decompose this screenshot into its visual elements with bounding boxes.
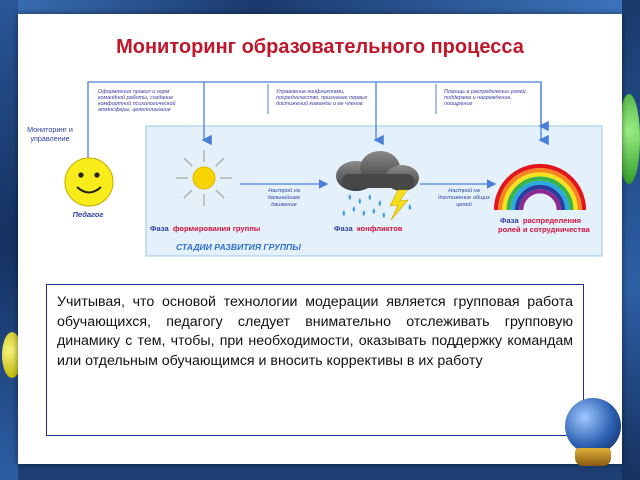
svg-text:целей: целей [456, 202, 472, 208]
svg-text:посредничество, признание перв: посредничество, признание первых [276, 95, 368, 101]
svg-text:поощрение: поощрение [444, 101, 473, 107]
svg-text:комфортной психологической: комфортной психологической [98, 101, 176, 107]
phase-formation-label: Фаза формирования группы [150, 224, 261, 233]
background-left [0, 0, 18, 480]
svg-text:Помощь в распределении ролей,: Помощь в распределении ролей, [444, 89, 528, 95]
smiley-icon [65, 158, 113, 206]
globe-stand [575, 448, 611, 466]
description-text: Учитывая, что основой технологии модерации является групповая работа обучающихся, педагогу следует внимательно отслеживать групповую динамику с тем, чтобы, при необходимости, оказывать поддержку командам или отдельным обучающимся и вносить коррективы в их работу [46, 284, 584, 436]
teacher-label: Педагог [72, 210, 104, 219]
svg-text:Оформление правил и норм: Оформление правил и норм [98, 89, 170, 95]
svg-text:движение: движение [271, 202, 297, 208]
sun-icon [176, 150, 232, 206]
svg-text:дальнейшее: дальнейшее [267, 195, 301, 201]
monitoring-label [27, 125, 73, 143]
globe-icon [565, 398, 621, 454]
svg-text:достижение общих: достижение общих [438, 195, 490, 201]
slide [18, 14, 622, 464]
svg-text:атмосферы, целеполагание: атмосферы, целеполагание [98, 107, 171, 113]
phase-roles-label: Фаза распределения [500, 216, 582, 225]
top-note-right [444, 88, 527, 107]
svg-text:Настрой на: Настрой на [448, 188, 480, 194]
svg-text:поддержка и награждение,: поддержка и награждение, [444, 95, 512, 101]
phase-conflict-label: Фаза конфликтов [334, 224, 403, 233]
svg-text:Мониторинг и: Мониторинг и [27, 125, 73, 134]
diagram [18, 14, 622, 284]
stages-label: СТАДИИ РАЗВИТИЯ ГРУППЫ [176, 242, 301, 252]
page-title: Мониторинг образовательного процесса [116, 36, 524, 58]
svg-text:командной работы, создание: командной работы, создание [98, 95, 174, 101]
top-note-left [98, 89, 176, 113]
background-right [622, 0, 640, 480]
background-top [0, 0, 640, 14]
svg-text:Управление конфликтами,: Управление конфликтами, [276, 89, 345, 95]
svg-text:достижений команды и ее членов: достижений команды и ее членов [276, 101, 363, 107]
svg-text:Настрой на: Настрой на [268, 188, 300, 194]
mid-note-left [268, 187, 300, 208]
top-note-middle [275, 89, 368, 107]
svg-text:управление: управление [30, 134, 70, 143]
phase-roles-label-2: ролей и сотрудничества [498, 225, 590, 234]
